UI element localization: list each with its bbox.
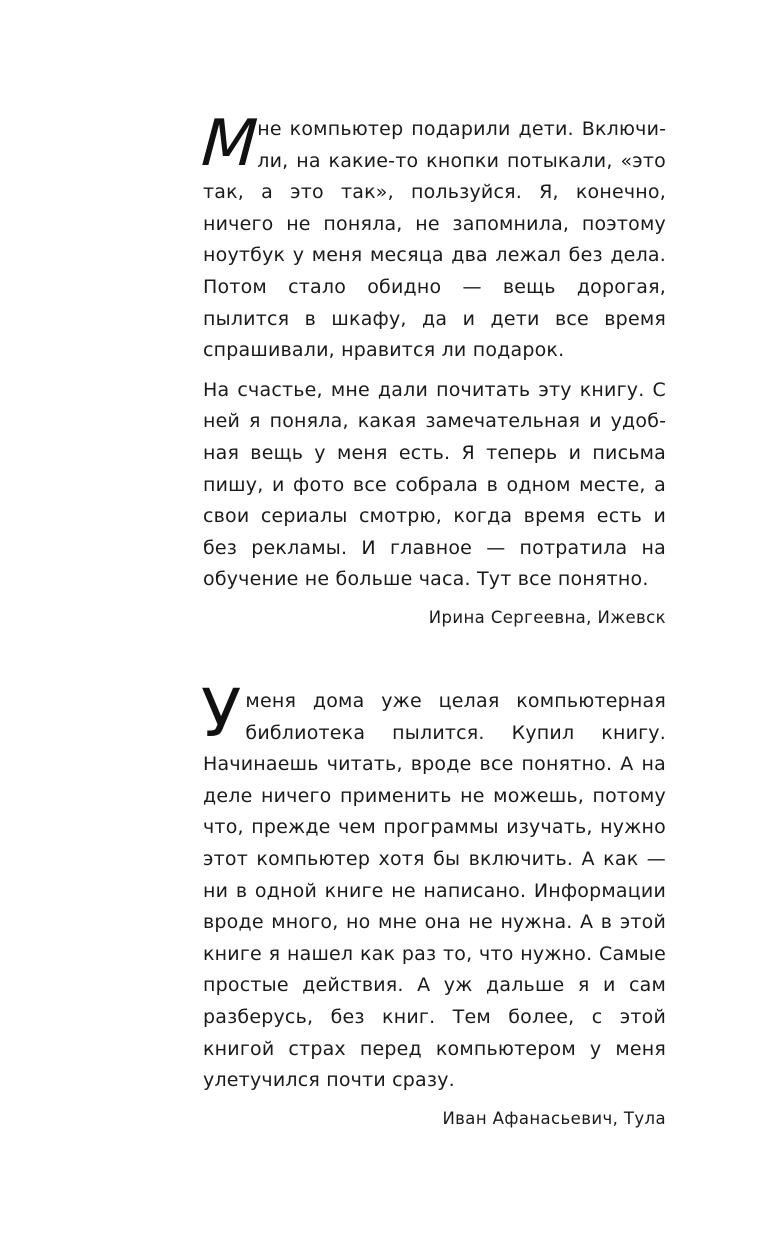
testimonial-ivan (201, 675, 666, 1131)
paragraph-text: не компьютер подарили дети. Включили, на какие-то кнопки потыкали, «это так, а это так», пользуйся. Я, конечно, ничего не поняла, не запомнила, поэтому ноутбук у меня месяца два лежал без дела. Потом стало обидно — вещь дорогая, пылится в шкафу, да и дети все время спрашивали, нравится ли подарок. (203, 118, 666, 362)
testimonial-signature: Ирина Сергеевна, Ижевск (428, 607, 666, 627)
testimonial-paragraph (201, 675, 666, 1097)
testimonial-signature: Иван Афанасьевич, Тула (442, 1108, 666, 1128)
testimonial-paragraph (203, 375, 666, 596)
paragraph-text: меня дома уже целая компьютерная библиотека пылится. Купил книгу. Начинаешь читать, вроде все понятно. А на деле ничего применить не можешь, потому что, прежде чем программы изучать, нужно этот компьютер хотя бы включить. А как — ни в одной книге не написано. Информации вроде много, но мне она не нужна. А в этой книге я нашел как раз то, что нужно. Самые простые действия. А уж дальше я и сам разберусь, без книг. Тем более, с этой книгой страх перед компьютером у меня улетучился почти сразу. (203, 690, 666, 1092)
paragraph-text: На счастье, мне дали почитать эту книгу. С ней я поняла, какая замечательная и удобная вещь у меня есть. Я теперь и письма пишу, и фото все собрала в одном месте, а свои сериалы смотрю, когда время есть и без рекламы. И главное — потратила на обучение не больше часа. Тут все понятно. (203, 378, 666, 591)
testimonial-irina (199, 107, 666, 630)
drop-cap: У (201, 675, 242, 752)
testimonial-paragraph (199, 107, 666, 367)
drop-cap: М (199, 107, 258, 181)
